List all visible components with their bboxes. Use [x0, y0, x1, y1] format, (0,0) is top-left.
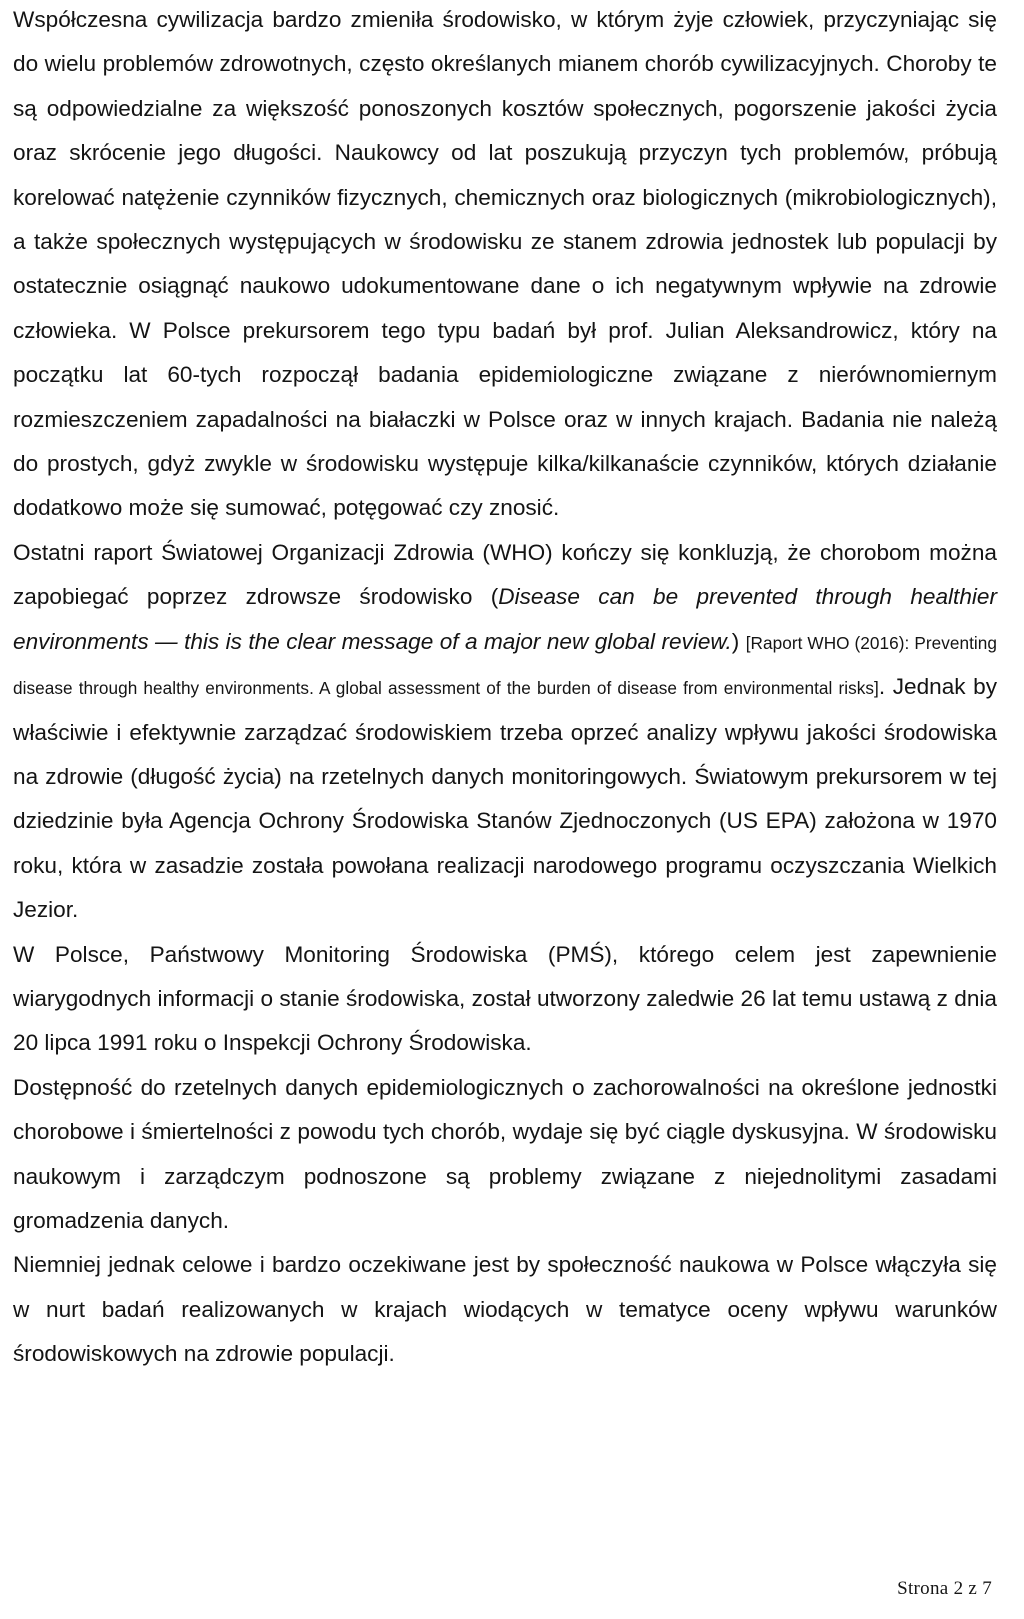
page-number: Strona 2 z 7 — [897, 1578, 992, 1599]
paragraph-2-text-continued: . Jednak by właściwie i efektywnie zarządzać środowiskiem trzeba oprzeć analizy wpływu jakości środowiska na zdrowie (długość życia) na rzetelnych danych monitoringowych. Światowym prekursorem w tej dziedzinie była Agencja Ochrony Środowiska Stanów Zjednoczonych (US EPA) założona w 1970 roku, która w zasadzie została powołana realizacji narodowego programu oczyszczania Wielkich Jezior. — [13, 674, 997, 923]
paragraph-4: Dostępność do rzetelnych danych epidemiologicznych o zachorowalności na określone jednostki chorobowe i śmiertelności z powodu tych chorób, wydaje się być ciągle dyskusyjna. W środowisku naukowym i zarządczym podnoszone są problemy związane z niejednolitymi zasadami gromadzenia danych. — [13, 1074, 997, 1233]
paragraph-2-italic-quote: Disease can be prevented through healthier environments — this is the clear message of a major new global review. — [13, 584, 997, 654]
paragraph-2-reference: [Raport WHO (2016): Preventing disease through healthy environments. A global assessment of the burden of disease from environmental risks] — [13, 632, 997, 699]
paragraph-3: W Polsce, Państwowy Monitoring Środowiska (PMŚ), którego celem jest zapewnienie wiarygodnych informacji o stanie środowiska, został utworzony zaledwie 26 lat temu ustawą z dnia 20 lipca 1991 roku o Inspekcji Ochrony Środowiska. — [13, 941, 997, 1056]
paragraph-2-text: Ostatni raport Światowej Organizacji Zdrowia (WHO) kończy się konkluzją, że chorobom można zapobiegać poprzez zdrowsze środowisko ( — [13, 539, 997, 610]
document-body — [13, 0, 997, 1377]
paragraph-5: Niemniej jednak celowe i bardzo oczekiwane jest by społeczność naukowa w Polsce włączyła się w nurt badań realizowanych w krajach wiodących w tematyce oceny wpływu warunków środowiskowych na zdrowie populacji. — [13, 1252, 997, 1367]
paragraph-1: Współczesna cywilizacja bardzo zmieniła środowisko, w którym żyje człowiek, przyczyniając się do wielu problemów zdrowotnych, często określanych mianem chorób cywilizacyjnych. Choroby te są odpowiedzialne za większość ponoszonych kosztów społecznych, pogorszenie jakości życia oraz skrócenie jego długości. Naukowcy od lat poszukują przyczyn tych problemów, próbują korelować natężenie czynników fizycznych, chemicznych oraz biologicznych (mikrobiologicznych), a także społecznych występujących w środowisku ze stanem zdrowia jednostek lub populacji by ostatecznie osiągnąć naukowo udokumentowane dane o ich negatywnym wpływie na zdrowie człowieka. W Polsce prekursorem tego typu badań był prof. Julian Aleksandrowicz, który na początku lat 60-tych rozpoczął badania epidemiologiczne związane z nierównomiernym rozmieszczeniem zapadalności na białaczki w Polsce oraz w innych krajach. Badania nie należą do prostych, gdyż zwykle w środowisku występuje kilka/kilkanaście czynników, których działanie dodatkowo może się sumować, potęgować czy znosić. — [13, 7, 997, 521]
paragraph-2-text-after-quote: ) — [731, 628, 746, 654]
paragraph-2 — [13, 531, 997, 933]
